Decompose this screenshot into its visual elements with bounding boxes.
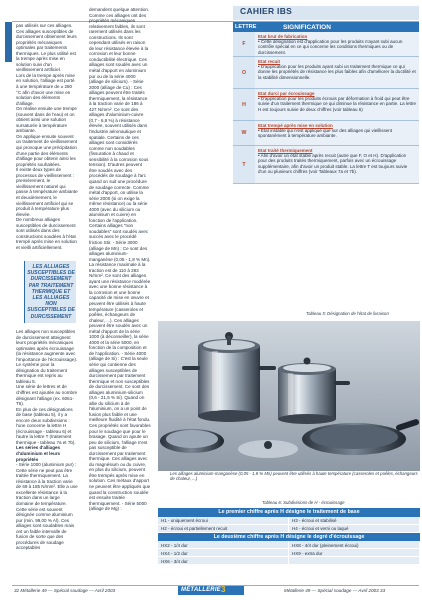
- table5-caption: Tableau 5: Désignation de l'état de livraison: [306, 311, 389, 316]
- table-header: [233, 22, 419, 32]
- row-description: [255, 146, 419, 183]
- table-cell: HX2 - 1/4 dur: [158, 541, 289, 549]
- table-row: [158, 541, 420, 549]
- table-cell: H3 - écroui et stabilisé: [289, 517, 420, 525]
- footer-right: Métallerie 49 — Spécial soudage — Avril 2003 33: [284, 588, 386, 593]
- table-row: [233, 32, 419, 57]
- row-title: Etat recuit: [258, 58, 281, 64]
- subheading: Les séries d'alliages d'aluminium et leurs propriétés: [16, 445, 61, 462]
- table-cell: HX8 - 4/4 dur (pleinement écroui): [289, 541, 420, 549]
- row-letter: H: [233, 89, 255, 120]
- row-letter: F: [233, 32, 255, 56]
- row-title: Etat durci par écrouissage: [258, 90, 315, 96]
- row-letter: O: [233, 57, 255, 88]
- column-header-letter: LETTRE: [235, 24, 257, 30]
- paragraph: Il existe deux types de processus de vieillissement : premièrement, le vieillissement naturel qui passe à température ambiante et deuxièmement, le vieillissement artificiel qui se produit à température plus élevée.: [16, 167, 78, 217]
- column-header-signification: SIGNIFICATION: [283, 23, 331, 31]
- table-cell: HX9 - extra dur: [289, 549, 420, 557]
- table-row: [233, 146, 419, 184]
- designation-table: [233, 22, 419, 184]
- table-heading-basic: Le premier chiffre après H désigne le traitement de base: [158, 508, 420, 517]
- table-row: [233, 57, 419, 89]
- table-cell: H4 - écroui et verni ou laqué: [289, 525, 420, 533]
- h-subdivision-table: [158, 508, 420, 565]
- paragraph: Les alliages non susceptibles de durcissement atteignent leurs propriétés mécaniques optimales après écrouissage (la résistance augmente avec l'importance de l'écrouissage).: [16, 329, 78, 362]
- text-column-middle: [89, 7, 151, 512]
- row-description: [255, 121, 419, 145]
- magazine-logo-number: 3: [221, 585, 226, 594]
- paragraph: De nombreux alliages susceptibles de durcissement sont utilisés dans des constructions soudées à l'état trempé après mise en solution et vieilli artificiellement.: [16, 217, 77, 250]
- row-description: [255, 57, 419, 88]
- table-row: [233, 121, 419, 146]
- callout-accent: [24, 261, 25, 323]
- row-title: Etat brut de fabrication: [258, 33, 308, 39]
- table-cell: H1 - uniquement écroui: [158, 517, 289, 525]
- row-text: • Afin d'avoir un état stable après recuit (autre que F, O et H). D'application pour des produits traités thermiquement, parfois avec un écrouissage supplémentaire, afin d'avoir un produit stable. La lettre T est toujours suivie d'un ou plusieurs chiffres (voir Tableaux 7a et 7b).: [258, 152, 408, 174]
- cookware-photo: [158, 321, 420, 471]
- paragraph: Lors de la trempe après mise en solution, l'alliage est porté à une température de ± 280 °C afin d'avoir une mise en solution des éléments d'alliage.: [16, 72, 75, 106]
- row-text: • D'application pour les produits écrouis par déformation à froid qui peut être suivie d'un traitement thermique ce qui diminue la résistance en partie. La lettre H est toujours suivie de deux chiffres (voir tableau 6): [258, 95, 416, 112]
- table-heading-degree: Le deuxième chiffre après H désigne le degré d'écrouissage: [158, 533, 420, 542]
- row-description: [255, 32, 419, 56]
- table-row: [158, 557, 420, 565]
- table-row: [158, 549, 420, 557]
- paragraph: - Série 1000 (aluminium pur) : Cette série ne peut pas être traitée thermiquement. La résistance à la traction varie de 69 à 185 N/mm². Elle a une excellente résistance à la traction dans un large domaine de température. Cette série est souvent désignée comme aluminium pur (min. 99,00 % Al). Ces alliages sont soudables mais ont un faible intervalle de fusion de sorte que des procédures de soudage acceptables: [16, 462, 78, 551]
- table6-caption: Tableau 6: Subdivisions de H - écrouissage: [262, 500, 345, 505]
- table-row: [233, 89, 419, 121]
- paragraph: On réalise ensuite une trempe (souvent dans de l'eau) et on obtient ainsi une solution sursaturée à température ambiante.: [16, 106, 77, 134]
- row-description: [255, 89, 419, 120]
- row-text: • Etat instable qui n'est appliqué que sur des alliages qui vieillissent spontanément à température ambiante.: [258, 127, 393, 139]
- row-text: • D'application pour les produits ayant subi un traitement thermique ce qui donne les propriétés de résistance les plus faibles afin d'améliorer la ductilité et la stabilité dimensionnelle.: [258, 63, 416, 80]
- text-column-left: [16, 23, 78, 250]
- section-title: CAHIER IBS: [240, 6, 293, 16]
- paragraph: On applique ensuite souvent un traitement de vieillissement qui provoque une précipitation d'une partie des éléments d'alliage pour obtenir ainsi les propriétés souhaitées.: [16, 133, 78, 167]
- callout-heading: LES ALLIAGES SUSCEPTIBLES DE DURCISSEMENT PAR TRAITEMENT THERMIQUE ET LES ALLIAGES NON SUSCEPTIBLES DE DURCISSEMENT: [27, 264, 75, 320]
- paragraph: En plus de ces désignations de base (tableau 5), il y a encore deux subdivisions : l'une concerne la lettre H (écrouissage - tableau 6) et l'autre la lettre T (traitement thermique - tableau 7a et 7b).: [16, 406, 76, 445]
- sidebar-marker: [5, 22, 12, 62]
- paragraph: Une série de lettres et de chiffres est ajoutée au nombre désignant l'alliage (ex. 6061-T6).: [16, 384, 78, 407]
- text-column-left-lower: [16, 329, 78, 551]
- table-row: [158, 517, 420, 525]
- paragraph: Le système pour la désignation du traitement thermique est repris au tableau 5.: [16, 362, 68, 384]
- table-cell: HX4 - 1/2 dur: [158, 549, 289, 557]
- magazine-logo-text: MÉTALLERIE: [181, 587, 221, 593]
- table-cell: [289, 557, 420, 565]
- paragraph: demandent quelque attention. Comme ces alliages ont des propriétés mécaniques relativement faibles, ils sont rarement utilisés dans les constructions. Ils sont cependant utilisés en raison de leur résistance élevée à la corrosion et leur bonne conductibilité électrique. Ces alliages sont soudés avec un métal d'apport en aluminium pur ou de la série 4000 (alliage de silicium). - Série 2000 (alliage de Cu) : Ces alliages peuvent être traités thermiquement, la résistance à la traction varie de 186 à 427 N/mm². Ce sont des alliages d'aluminium-cuivre (0,7 - 6,8 %) à résistance élevée, souvent utilisés dans l'industrie aéronautique et spatiale. Certains de ces alliages sont considérés comme non soudables (fissuration à chaud et sensibilité à la corrosion sous tension). D'autres peuvent être soudés avec des procédés de soudage à l'arc quand on suit une procédure de soudage correcte. Comme métal d'apport, on utilise la série 2000 (si on exige la même résistance) ou la série 4000 (avec du silicium ou aluminium et cuivre) en fonction de l'application. Certains alliages "non soudables" sont soudés avec succès avec le procédé friction Stir. - Série 3000 (alliage de Mn) : Ce sont des alliages aluminium-manganèse (0,05 - 1,8 % Mn). La résistance maximale à la traction est de 110 à 283 N/mm². Ce sont des alliages ayant une résistance modérée avec une bonne résistance à la corrosion et une bonne capacité de mise en œuvre et peuvent être utilisés à haute température (casseroles et poêles, échangeurs de chaleur, ...). Ces alliages peuvent être soudés avec un métal d'apport de la série 1000 (à déconseiller), la série 4000 et la série 5000, en fonction de la composition et de l'application. - Série 4000 (alliage de Si) : C'est la seule série qui contienne des alliages susceptibles de durcissement par traitement thermique et non susceptibles de durcissement. Ce sont des alliages aluminium-silicium (0,6 - 21,5 % Si). Quand on allie du silicium à de l'aluminium, on a un point de fusion plus faible et une meilleure fluidité à l'état fondu. Ces propriétés sont favorables pour le soudage que pour le brasage. Quand on ajoute un peu de silicium, l'alliage n'est pas susceptible de durcissement par traitement thermique. Ces alliages avec du magnésium ou du cuivre, en plus du silicium, peuvent être trempés après mise en solution. Ces métaux d'apport ne peuvent être appliqués que quand la construction soudée est ensuite traitée thermiquement. - Série 5000 (alliage de Mg) :: [89, 7, 151, 512]
- photo-caption: Les alliages aluminium-manganèse (0,05 - 1,8 % Mn) peuvent être utilisés à haute température (casseroles et poêles, échangeurs de chaleur, ...): [170, 471, 418, 482]
- paragraph: pas utilisés sur ces alliages. Ces alliages susceptibles de durcissement obtiennent leurs propriétés mécaniques optimales par traitements thermiques. Le plus utilisé est la trempe après mise en solution suivi d'un vieillissement artificiel.: [16, 23, 77, 73]
- row-title: Etat trempé après mise en solution: [258, 122, 333, 128]
- row-text: • Cette désignation est d'application pour les produits n'ayant subi aucun contrôle spécial en ce qui concerne les conditions thermiques ou de durcissement.: [258, 38, 403, 55]
- table-cell: H2 - écroui et partiellement recuit: [158, 525, 289, 533]
- row-letter: W: [233, 121, 255, 145]
- table-row: [158, 525, 420, 533]
- row-letter: T: [233, 146, 255, 183]
- table-cell: HX6 - 3/4 dur: [158, 557, 289, 565]
- footer-left: 32 Métallerie 49 — Spécial soudage — Avril 2003: [14, 588, 116, 593]
- row-title: Etat traité thermiquement: [258, 147, 313, 153]
